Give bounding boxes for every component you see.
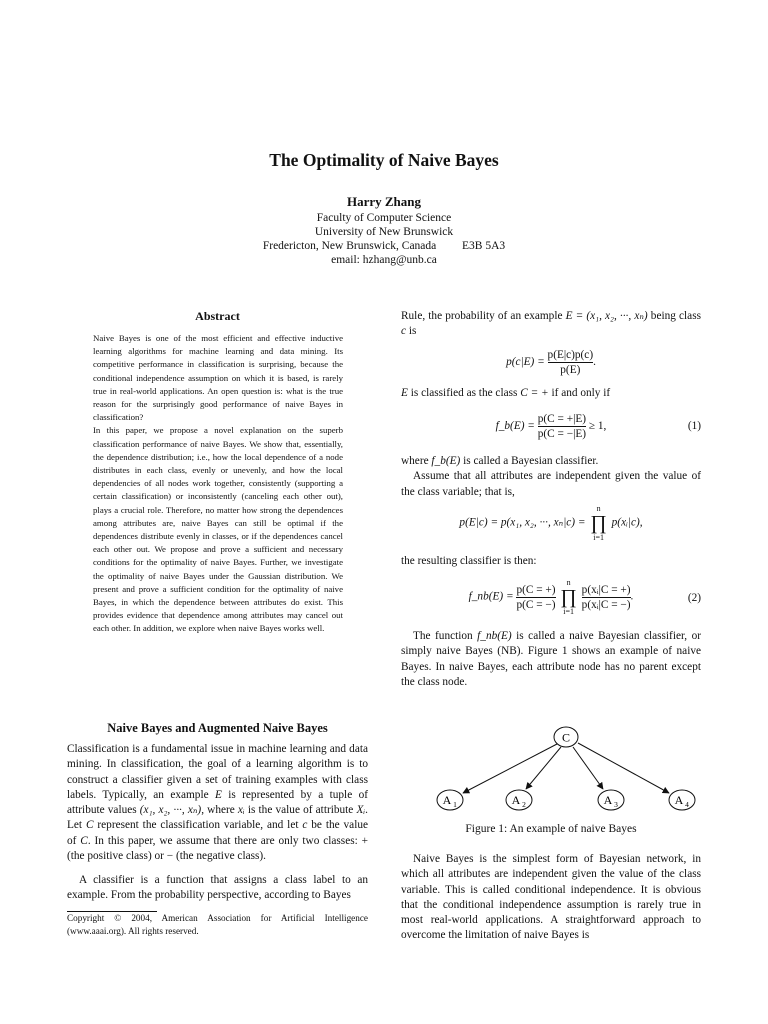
eq-dot: . [593, 356, 596, 369]
node-label: A [674, 793, 684, 807]
text-run: is called a Bayesian classifier. [460, 455, 599, 467]
prod-upper: n [566, 578, 571, 587]
equation-independence [401, 504, 701, 542]
text-run: is called a naive Bayesian classifier, or simply naive Bayes (NB). Figure 1 shows an example of naive Bayes. In naive Bayes, each attribute node has no parent except the class node. [401, 630, 701, 688]
node-label: C [561, 730, 571, 745]
text-run: , where [201, 804, 238, 817]
text-run: Assume that all attributes are independent given the value of the class variable; that is, [401, 470, 701, 498]
right-paragraph-1 [401, 309, 701, 340]
node-label: A [511, 793, 521, 807]
node-label: A [603, 793, 613, 807]
equation-bayes-rule [401, 348, 701, 377]
section-heading: Naive Bayes and Augmented Naive Bayes [107, 721, 328, 735]
math-fb: f_b(E) [431, 455, 461, 467]
eq-lhs: f_nb(E) = [468, 590, 514, 603]
node-subscript: 4 [685, 800, 689, 809]
node-label: A [442, 793, 452, 807]
eq-lhs: p(E|c) = p(x₁, x₂, ···, xₙ|c) = [459, 516, 586, 529]
affiliation-line-2: University of New Brunswick [314, 226, 454, 238]
abstract-body [93, 332, 343, 636]
text-run: where [401, 455, 432, 467]
right-paragraph-6: Naive Bayes is the simplest form of Bayesian network, in which all attributes are independent given the value of the class variable. This is called conditional independence. It is obvious that the conditional independence assumption is rarely true in most real-world applications. A straightforward approach to overcome the limitation of naive Bayes is [401, 853, 701, 942]
math-Xi: Xᵢ [356, 804, 366, 817]
equation-number-2: (2) [687, 592, 701, 604]
prod-lower: i=1 [563, 607, 574, 616]
copyright-footnote: Copyright © 2004, American Association for Artificial Intelligence (www.aaai.org). All rights reserved. [67, 913, 368, 936]
text-run: is the value of attribute [244, 804, 357, 817]
text-run: if and only if [548, 387, 611, 399]
math-E: E [214, 788, 222, 801]
math-C: C [80, 834, 88, 847]
math-c: c [401, 325, 407, 338]
eq-fraction-prior [516, 583, 555, 612]
naive-bayes-diagram [401, 722, 701, 818]
right-paragraph-3 [401, 454, 701, 500]
abstract-heading: Abstract [195, 309, 240, 323]
text-run: represent the classification variable, and let [93, 819, 303, 832]
section-paragraph-2: A classifier is a function that assigns a class label to an example. From the probability perspective, according to Bayes [67, 874, 368, 902]
node-subscript: 1 [453, 800, 457, 809]
text-run: is [406, 325, 417, 338]
math-C: C [85, 819, 94, 832]
prod-lower: i=1 [593, 533, 604, 542]
product-symbol: n ∏ i=1 [560, 578, 577, 616]
right-paragraph-4: the resulting classifier is then: [401, 555, 537, 567]
affiliation-line-3 [0, 239, 768, 254]
equation-2 [401, 578, 701, 616]
node-class-c [554, 727, 578, 747]
text-run: The function [413, 630, 478, 642]
affiliation-postcode: E3B 5A3 [462, 240, 506, 252]
edge-c-a2 [526, 747, 561, 789]
eq-numerator: p(C = +) [516, 583, 556, 596]
text-run: Classification is a fundamental issue in machine learning and data mining. In classification, the goal of a learning algorithm is to construct a classifier given a set of training examples with class labels. Typically, an example [67, 743, 368, 801]
node-attribute-a4 [669, 790, 695, 810]
node-attribute-a1 [437, 790, 463, 810]
abstract-paragraph-1: Naive Bayes is one of the most efficient and effective inductive learning algorithms for machine learning and data mining. Its competitive performance in classification is surprising, because the conditional independence assumption on which it is based, is rarely true in real-world applications. An open question is: what is the true reason for the surprisingly good performance of naive Bayes in classification? [93, 333, 343, 423]
paper-title: The Optimality of Naive Bayes [269, 150, 499, 170]
text-run: be the value of [67, 819, 368, 847]
eq-lhs: p(c|E) = [506, 356, 545, 369]
node-attribute-a2 [506, 790, 532, 810]
text-run: . In this paper, we assume that there are only two classes: + (the positive class) or − (the negative class). [67, 834, 368, 863]
edge-c-a4 [578, 743, 669, 793]
equation-number-1: (1) [687, 420, 701, 432]
eq-rhs: ≥ 1, [588, 420, 607, 433]
text-run: is represented by a tuple of attribute values [67, 788, 368, 817]
eq-fraction [548, 348, 594, 377]
eq-rhs: p(xᵢ|c), [611, 516, 643, 529]
eq-numerator: p(E|c)p(c) [547, 349, 594, 361]
node-attribute-a3 [598, 790, 624, 810]
eq-denominator: p(E) [548, 362, 594, 377]
prod-upper: n [596, 504, 601, 513]
text-run: Rule, the probability of an example [401, 310, 566, 322]
section-paragraph-1 [67, 742, 368, 864]
math-example-tuple: E = (x₁, x₂, ···, xₙ) [565, 310, 648, 322]
node-subscript: 3 [614, 800, 618, 809]
right-paragraph-5 [401, 629, 701, 690]
right-paragraph-2 [401, 386, 701, 401]
author-name: Harry Zhang [346, 194, 422, 209]
affiliation-city: Fredericton, New Brunswick, Canada [262, 240, 437, 252]
node-subscript: 2 [522, 800, 526, 809]
edge-c-a3 [573, 747, 603, 789]
eq-fraction-likelihood [582, 583, 631, 612]
math-E: E [401, 387, 408, 399]
text-run: is classified as the class [407, 387, 521, 399]
eq-numerator: p(C = +|E) [537, 413, 587, 425]
math-fnb: f_nb(E) [477, 630, 512, 642]
product-symbol: n ∏ i=1 [590, 504, 607, 542]
math-C-plus: C = + [520, 387, 549, 399]
figure-caption: Figure 1: An example of naive Bayes [465, 823, 637, 835]
eq-denominator: p(xᵢ|C = −) [581, 598, 631, 611]
eq-denominator: p(C = −|E) [537, 428, 587, 440]
equation-1 [401, 412, 701, 441]
text-run: being class [647, 310, 701, 322]
math-tuple: (x₁, x₂, ···, xₙ) [139, 804, 202, 817]
math-c: c [302, 819, 308, 832]
abstract-paragraph-2: In this paper, we propose a novel explanation on the superb classification performance of naive Bayes. We show that, essentially, the dependence distribution; i.e., how the local dependence of a node distributes in each class, evenly or unevenly, and how the local dependencies of all nodes work together, consistently (supporting a certain classification) or inconsistently (canceling each other out), plays a crucial role. Therefore, no matter how strong the dependences among attributes are, naive Bayes can still be optimal if the dependences distribute evenly in classes, or if the dependences cancel each other out. We propose and prove a sufficient and necessary conditions for the optimality of naive Bayes. Further, we investigate the optimality of naive Bayes under the Gaussian distribution. We present and prove a sufficient condition for the optimality of naive Bayes, in which the dependence between attributes do exist. This provides evidence that dependence among attributes may cancel out each other. In addition, we explore when naive Bayes works well. [93, 425, 343, 634]
eq-denominator: p(C = −) [516, 598, 556, 611]
math-xi: xᵢ [237, 804, 245, 817]
text-run: . Let [67, 804, 368, 832]
author-email: email: hzhang@unb.ca [331, 254, 437, 266]
eq-fraction [538, 412, 586, 441]
affiliation-line-1: Faculty of Computer Science [316, 212, 452, 224]
eq-lhs: f_b(E) = [495, 420, 535, 433]
eq-dot: . [630, 590, 634, 603]
eq-numerator: p(xᵢ|C = +) [581, 583, 631, 596]
